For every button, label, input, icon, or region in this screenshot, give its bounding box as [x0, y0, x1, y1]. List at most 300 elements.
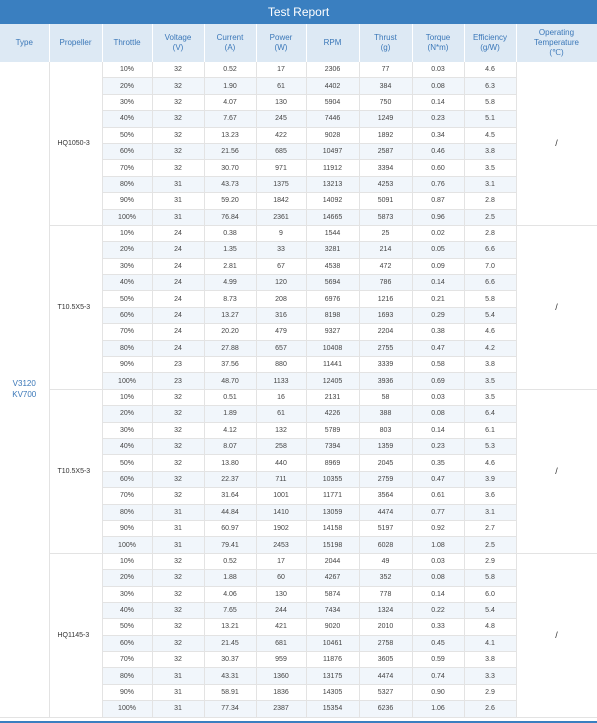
cell-torque: 1.08: [412, 537, 464, 553]
cell-thrust: 778: [359, 586, 412, 602]
cell-throttle: 20%: [102, 78, 152, 94]
cell-power: 9: [256, 225, 306, 241]
cell-power: 959: [256, 652, 306, 668]
cell-rpm: 5904: [306, 94, 359, 110]
cell-rpm: 11912: [306, 160, 359, 176]
cell-rpm: 15354: [306, 701, 359, 717]
cell-current: 43.73: [204, 176, 256, 192]
cell-voltage: 32: [152, 160, 204, 176]
cell-rpm: 15198: [306, 537, 359, 553]
cell-thrust: 786: [359, 275, 412, 291]
cell-rpm: 2044: [306, 553, 359, 569]
motor-type: V3120 KV700: [0, 62, 49, 717]
cell-throttle: 30%: [102, 586, 152, 602]
cell-current: 13.21: [204, 619, 256, 635]
cell-throttle: 50%: [102, 127, 152, 143]
cell-efficiency: 4.2: [464, 340, 516, 356]
cell-throttle: 80%: [102, 504, 152, 520]
cell-power: 61: [256, 406, 306, 422]
cell-throttle: 10%: [102, 553, 152, 569]
cell-throttle: 100%: [102, 701, 152, 717]
cell-efficiency: 3.8: [464, 652, 516, 668]
header-rpm: RPM: [306, 24, 359, 62]
table-row: [0, 553, 597, 569]
header-temperature: Operating Temperature (℃): [516, 24, 597, 62]
cell-rpm: 6976: [306, 291, 359, 307]
cell-torque: 0.47: [412, 471, 464, 487]
cell-voltage: 24: [152, 324, 204, 340]
header-type: Type: [0, 24, 49, 62]
cell-power: 130: [256, 94, 306, 110]
cell-rpm: 5694: [306, 275, 359, 291]
cell-voltage: 31: [152, 701, 204, 717]
cell-torque: 0.14: [412, 586, 464, 602]
cell-throttle: 100%: [102, 537, 152, 553]
cell-throttle: 90%: [102, 357, 152, 373]
cell-torque: 0.21: [412, 291, 464, 307]
cell-voltage: 24: [152, 307, 204, 323]
cell-thrust: 5327: [359, 684, 412, 700]
cell-current: 77.34: [204, 701, 256, 717]
cell-thrust: 750: [359, 94, 412, 110]
cell-thrust: 49: [359, 553, 412, 569]
cell-rpm: 7394: [306, 438, 359, 454]
cell-current: 79.41: [204, 537, 256, 553]
cell-thrust: 388: [359, 406, 412, 422]
cell-thrust: 5091: [359, 193, 412, 209]
cell-current: 21.56: [204, 143, 256, 159]
cell-voltage: 32: [152, 422, 204, 438]
header-row: [0, 24, 597, 62]
cell-voltage: 32: [152, 455, 204, 471]
cell-thrust: 2587: [359, 143, 412, 159]
cell-rpm: 13059: [306, 504, 359, 520]
cell-voltage: 24: [152, 242, 204, 258]
cell-power: 657: [256, 340, 306, 356]
cell-power: 2361: [256, 209, 306, 225]
propeller-name: HQ1050-3: [49, 62, 102, 225]
cell-torque: 0.60: [412, 160, 464, 176]
report-table: [0, 24, 597, 718]
cell-throttle: 90%: [102, 684, 152, 700]
cell-current: 8.07: [204, 438, 256, 454]
cell-thrust: 2755: [359, 340, 412, 356]
cell-thrust: 2758: [359, 635, 412, 651]
propeller-name: T10.5X5-3: [49, 389, 102, 553]
cell-power: 120: [256, 275, 306, 291]
cell-current: 20.20: [204, 324, 256, 340]
cell-current: 13.27: [204, 307, 256, 323]
cell-voltage: 32: [152, 488, 204, 504]
cell-voltage: 32: [152, 553, 204, 569]
cell-efficiency: 5.1: [464, 111, 516, 127]
cell-thrust: 1216: [359, 291, 412, 307]
cell-efficiency: 5.4: [464, 602, 516, 618]
cell-torque: 0.59: [412, 652, 464, 668]
cell-torque: 0.09: [412, 258, 464, 274]
temperature-value: /: [516, 225, 597, 389]
cell-thrust: 1892: [359, 127, 412, 143]
cell-thrust: 6236: [359, 701, 412, 717]
cell-power: 67: [256, 258, 306, 274]
cell-efficiency: 2.9: [464, 684, 516, 700]
header-voltage: Voltage (V): [152, 24, 204, 62]
cell-throttle: 60%: [102, 471, 152, 487]
cell-throttle: 30%: [102, 258, 152, 274]
cell-voltage: 31: [152, 520, 204, 536]
cell-efficiency: 4.8: [464, 619, 516, 635]
temperature-value: /: [516, 62, 597, 225]
cell-efficiency: 6.6: [464, 275, 516, 291]
cell-efficiency: 3.5: [464, 160, 516, 176]
cell-rpm: 10461: [306, 635, 359, 651]
cell-torque: 0.90: [412, 684, 464, 700]
cell-current: 4.06: [204, 586, 256, 602]
cell-voltage: 32: [152, 78, 204, 94]
cell-efficiency: 6.0: [464, 586, 516, 602]
cell-rpm: 2131: [306, 389, 359, 405]
table-body: [0, 62, 597, 717]
cell-power: 1410: [256, 504, 306, 520]
cell-rpm: 9028: [306, 127, 359, 143]
cell-voltage: 23: [152, 373, 204, 389]
cell-current: 58.91: [204, 684, 256, 700]
cell-torque: 0.47: [412, 340, 464, 356]
cell-efficiency: 5.4: [464, 307, 516, 323]
cell-throttle: 50%: [102, 455, 152, 471]
cell-throttle: 10%: [102, 62, 152, 78]
cell-power: 479: [256, 324, 306, 340]
cell-rpm: 3281: [306, 242, 359, 258]
cell-power: 2453: [256, 537, 306, 553]
cell-current: 48.70: [204, 373, 256, 389]
cell-efficiency: 3.5: [464, 373, 516, 389]
cell-rpm: 1544: [306, 225, 359, 241]
cell-torque: 0.08: [412, 406, 464, 422]
cell-current: 30.37: [204, 652, 256, 668]
cell-efficiency: 3.5: [464, 389, 516, 405]
cell-power: 971: [256, 160, 306, 176]
cell-rpm: 7434: [306, 602, 359, 618]
cell-efficiency: 6.3: [464, 78, 516, 94]
cell-current: 4.99: [204, 275, 256, 291]
cell-thrust: 1693: [359, 307, 412, 323]
cell-power: 33: [256, 242, 306, 258]
cell-thrust: 3936: [359, 373, 412, 389]
cell-thrust: 5197: [359, 520, 412, 536]
cell-throttle: 20%: [102, 570, 152, 586]
cell-voltage: 31: [152, 176, 204, 192]
cell-torque: 0.33: [412, 619, 464, 635]
cell-current: 43.31: [204, 668, 256, 684]
cell-voltage: 31: [152, 537, 204, 553]
table-row: [0, 62, 597, 78]
cell-rpm: 11771: [306, 488, 359, 504]
cell-thrust: 58: [359, 389, 412, 405]
cell-power: 685: [256, 143, 306, 159]
cell-throttle: 70%: [102, 652, 152, 668]
cell-current: 1.89: [204, 406, 256, 422]
cell-throttle: 40%: [102, 111, 152, 127]
cell-rpm: 4538: [306, 258, 359, 274]
cell-thrust: 4474: [359, 668, 412, 684]
cell-power: 440: [256, 455, 306, 471]
cell-rpm: 9020: [306, 619, 359, 635]
cell-power: 1375: [256, 176, 306, 192]
cell-throttle: 50%: [102, 619, 152, 635]
cell-torque: 0.23: [412, 111, 464, 127]
cell-throttle: 70%: [102, 324, 152, 340]
header-thrust: Thrust (g): [359, 24, 412, 62]
cell-current: 2.81: [204, 258, 256, 274]
cell-current: 0.51: [204, 389, 256, 405]
cell-torque: 0.45: [412, 635, 464, 651]
cell-efficiency: 2.5: [464, 537, 516, 553]
cell-voltage: 31: [152, 193, 204, 209]
cell-thrust: 2759: [359, 471, 412, 487]
cell-throttle: 40%: [102, 275, 152, 291]
cell-thrust: 384: [359, 78, 412, 94]
cell-current: 1.90: [204, 78, 256, 94]
header-throttle: Throttle: [102, 24, 152, 62]
cell-torque: 0.05: [412, 242, 464, 258]
cell-torque: 0.08: [412, 78, 464, 94]
header-current: Current (A): [204, 24, 256, 62]
cell-current: 27.88: [204, 340, 256, 356]
cell-torque: 0.34: [412, 127, 464, 143]
cell-voltage: 32: [152, 570, 204, 586]
cell-power: 244: [256, 602, 306, 618]
cell-throttle: 90%: [102, 193, 152, 209]
cell-efficiency: 3.9: [464, 471, 516, 487]
cell-power: 60: [256, 570, 306, 586]
cell-efficiency: 2.8: [464, 193, 516, 209]
cell-thrust: 1324: [359, 602, 412, 618]
cell-throttle: 100%: [102, 373, 152, 389]
cell-efficiency: 3.3: [464, 668, 516, 684]
cell-thrust: 6028: [359, 537, 412, 553]
cell-thrust: 352: [359, 570, 412, 586]
cell-power: 245: [256, 111, 306, 127]
cell-current: 76.84: [204, 209, 256, 225]
cell-power: 422: [256, 127, 306, 143]
cell-power: 258: [256, 438, 306, 454]
cell-throttle: 20%: [102, 406, 152, 422]
cell-power: 17: [256, 553, 306, 569]
cell-rpm: 13213: [306, 176, 359, 192]
cell-torque: 0.14: [412, 275, 464, 291]
cell-current: 21.45: [204, 635, 256, 651]
cell-throttle: 70%: [102, 488, 152, 504]
cell-torque: 0.58: [412, 357, 464, 373]
cell-current: 0.52: [204, 62, 256, 78]
cell-efficiency: 4.5: [464, 127, 516, 143]
cell-torque: 0.92: [412, 520, 464, 536]
cell-torque: 0.38: [412, 324, 464, 340]
cell-efficiency: 4.1: [464, 635, 516, 651]
cell-torque: 0.03: [412, 553, 464, 569]
cell-torque: 0.35: [412, 455, 464, 471]
cell-current: 22.37: [204, 471, 256, 487]
cell-thrust: 2010: [359, 619, 412, 635]
cell-rpm: 14305: [306, 684, 359, 700]
cell-efficiency: 2.9: [464, 553, 516, 569]
cell-thrust: 214: [359, 242, 412, 258]
cell-power: 132: [256, 422, 306, 438]
cell-efficiency: 2.6: [464, 701, 516, 717]
cell-torque: 0.29: [412, 307, 464, 323]
cell-thrust: 3394: [359, 160, 412, 176]
cell-voltage: 31: [152, 209, 204, 225]
cell-throttle: 80%: [102, 340, 152, 356]
cell-torque: 0.02: [412, 225, 464, 241]
cell-throttle: 70%: [102, 160, 152, 176]
cell-thrust: 4253: [359, 176, 412, 192]
cell-torque: 0.14: [412, 422, 464, 438]
cell-power: 880: [256, 357, 306, 373]
cell-torque: 0.76: [412, 176, 464, 192]
header-power: Power (W): [256, 24, 306, 62]
cell-current: 7.67: [204, 111, 256, 127]
cell-voltage: 32: [152, 389, 204, 405]
temperature-value: /: [516, 553, 597, 717]
cell-rpm: 14092: [306, 193, 359, 209]
propeller-name: T10.5X5-3: [49, 225, 102, 389]
cell-rpm: 13175: [306, 668, 359, 684]
cell-voltage: 32: [152, 62, 204, 78]
cell-thrust: 3605: [359, 652, 412, 668]
cell-power: 17: [256, 62, 306, 78]
cell-rpm: 5789: [306, 422, 359, 438]
cell-efficiency: 5.8: [464, 570, 516, 586]
cell-torque: 0.87: [412, 193, 464, 209]
table-row: [0, 225, 597, 241]
cell-current: 0.38: [204, 225, 256, 241]
cell-power: 316: [256, 307, 306, 323]
header-efficiency: Efficiency (g/W): [464, 24, 516, 62]
cell-current: 4.07: [204, 94, 256, 110]
cell-torque: 0.61: [412, 488, 464, 504]
cell-thrust: 4474: [359, 504, 412, 520]
cell-rpm: 14158: [306, 520, 359, 536]
cell-torque: 1.06: [412, 701, 464, 717]
cell-power: 208: [256, 291, 306, 307]
cell-voltage: 31: [152, 668, 204, 684]
header-torque: Torque (N*m): [412, 24, 464, 62]
cell-torque: 0.22: [412, 602, 464, 618]
cell-efficiency: 2.7: [464, 520, 516, 536]
cell-voltage: 32: [152, 619, 204, 635]
cell-throttle: 20%: [102, 242, 152, 258]
cell-efficiency: 6.4: [464, 406, 516, 422]
cell-rpm: 11876: [306, 652, 359, 668]
cell-rpm: 10355: [306, 471, 359, 487]
cell-efficiency: 5.3: [464, 438, 516, 454]
cell-rpm: 4402: [306, 78, 359, 94]
table-row: [0, 389, 597, 405]
cell-throttle: 60%: [102, 307, 152, 323]
cell-torque: 0.77: [412, 504, 464, 520]
cell-voltage: 32: [152, 438, 204, 454]
cell-throttle: 30%: [102, 422, 152, 438]
cell-throttle: 80%: [102, 668, 152, 684]
cell-voltage: 32: [152, 111, 204, 127]
cell-efficiency: 4.6: [464, 324, 516, 340]
cell-current: 13.80: [204, 455, 256, 471]
cell-current: 31.64: [204, 488, 256, 504]
cell-throttle: 80%: [102, 176, 152, 192]
cell-throttle: 100%: [102, 209, 152, 225]
cell-thrust: 77: [359, 62, 412, 78]
cell-power: 421: [256, 619, 306, 635]
cell-efficiency: 3.6: [464, 488, 516, 504]
temperature-value: /: [516, 389, 597, 553]
cell-power: 1133: [256, 373, 306, 389]
cell-rpm: 8969: [306, 455, 359, 471]
cell-voltage: 31: [152, 684, 204, 700]
cell-throttle: 60%: [102, 143, 152, 159]
cell-thrust: 1249: [359, 111, 412, 127]
cell-power: 1902: [256, 520, 306, 536]
cell-current: 44.84: [204, 504, 256, 520]
cell-voltage: 32: [152, 406, 204, 422]
cell-throttle: 50%: [102, 291, 152, 307]
cell-voltage: 32: [152, 635, 204, 651]
cell-torque: 0.23: [412, 438, 464, 454]
cell-efficiency: 3.1: [464, 176, 516, 192]
cell-current: 0.52: [204, 553, 256, 569]
cell-current: 60.97: [204, 520, 256, 536]
cell-throttle: 40%: [102, 602, 152, 618]
cell-voltage: 32: [152, 127, 204, 143]
cell-current: 37.56: [204, 357, 256, 373]
report-title: Test Report: [0, 0, 597, 24]
cell-rpm: 2306: [306, 62, 359, 78]
cell-torque: 0.08: [412, 570, 464, 586]
cell-current: 1.35: [204, 242, 256, 258]
cell-rpm: 4267: [306, 570, 359, 586]
cell-voltage: 32: [152, 652, 204, 668]
cell-throttle: 10%: [102, 389, 152, 405]
cell-thrust: 3339: [359, 357, 412, 373]
cell-rpm: 11441: [306, 357, 359, 373]
cell-efficiency: 2.8: [464, 225, 516, 241]
cell-thrust: 472: [359, 258, 412, 274]
cell-voltage: 23: [152, 357, 204, 373]
cell-efficiency: 3.8: [464, 143, 516, 159]
cell-current: 59.20: [204, 193, 256, 209]
cell-efficiency: 3.8: [464, 357, 516, 373]
cell-rpm: 5874: [306, 586, 359, 602]
cell-throttle: 10%: [102, 225, 152, 241]
cell-power: 1001: [256, 488, 306, 504]
cell-thrust: 2045: [359, 455, 412, 471]
cell-throttle: 30%: [102, 94, 152, 110]
cell-rpm: 10497: [306, 143, 359, 159]
cell-current: 13.23: [204, 127, 256, 143]
cell-torque: 0.69: [412, 373, 464, 389]
cell-efficiency: 4.6: [464, 62, 516, 78]
cell-power: 130: [256, 586, 306, 602]
cell-power: 681: [256, 635, 306, 651]
cell-throttle: 60%: [102, 635, 152, 651]
cell-efficiency: 2.5: [464, 209, 516, 225]
cell-voltage: 24: [152, 225, 204, 241]
cell-throttle: 90%: [102, 520, 152, 536]
cell-power: 16: [256, 389, 306, 405]
cell-voltage: 24: [152, 340, 204, 356]
header-propeller: Propeller: [49, 24, 102, 62]
